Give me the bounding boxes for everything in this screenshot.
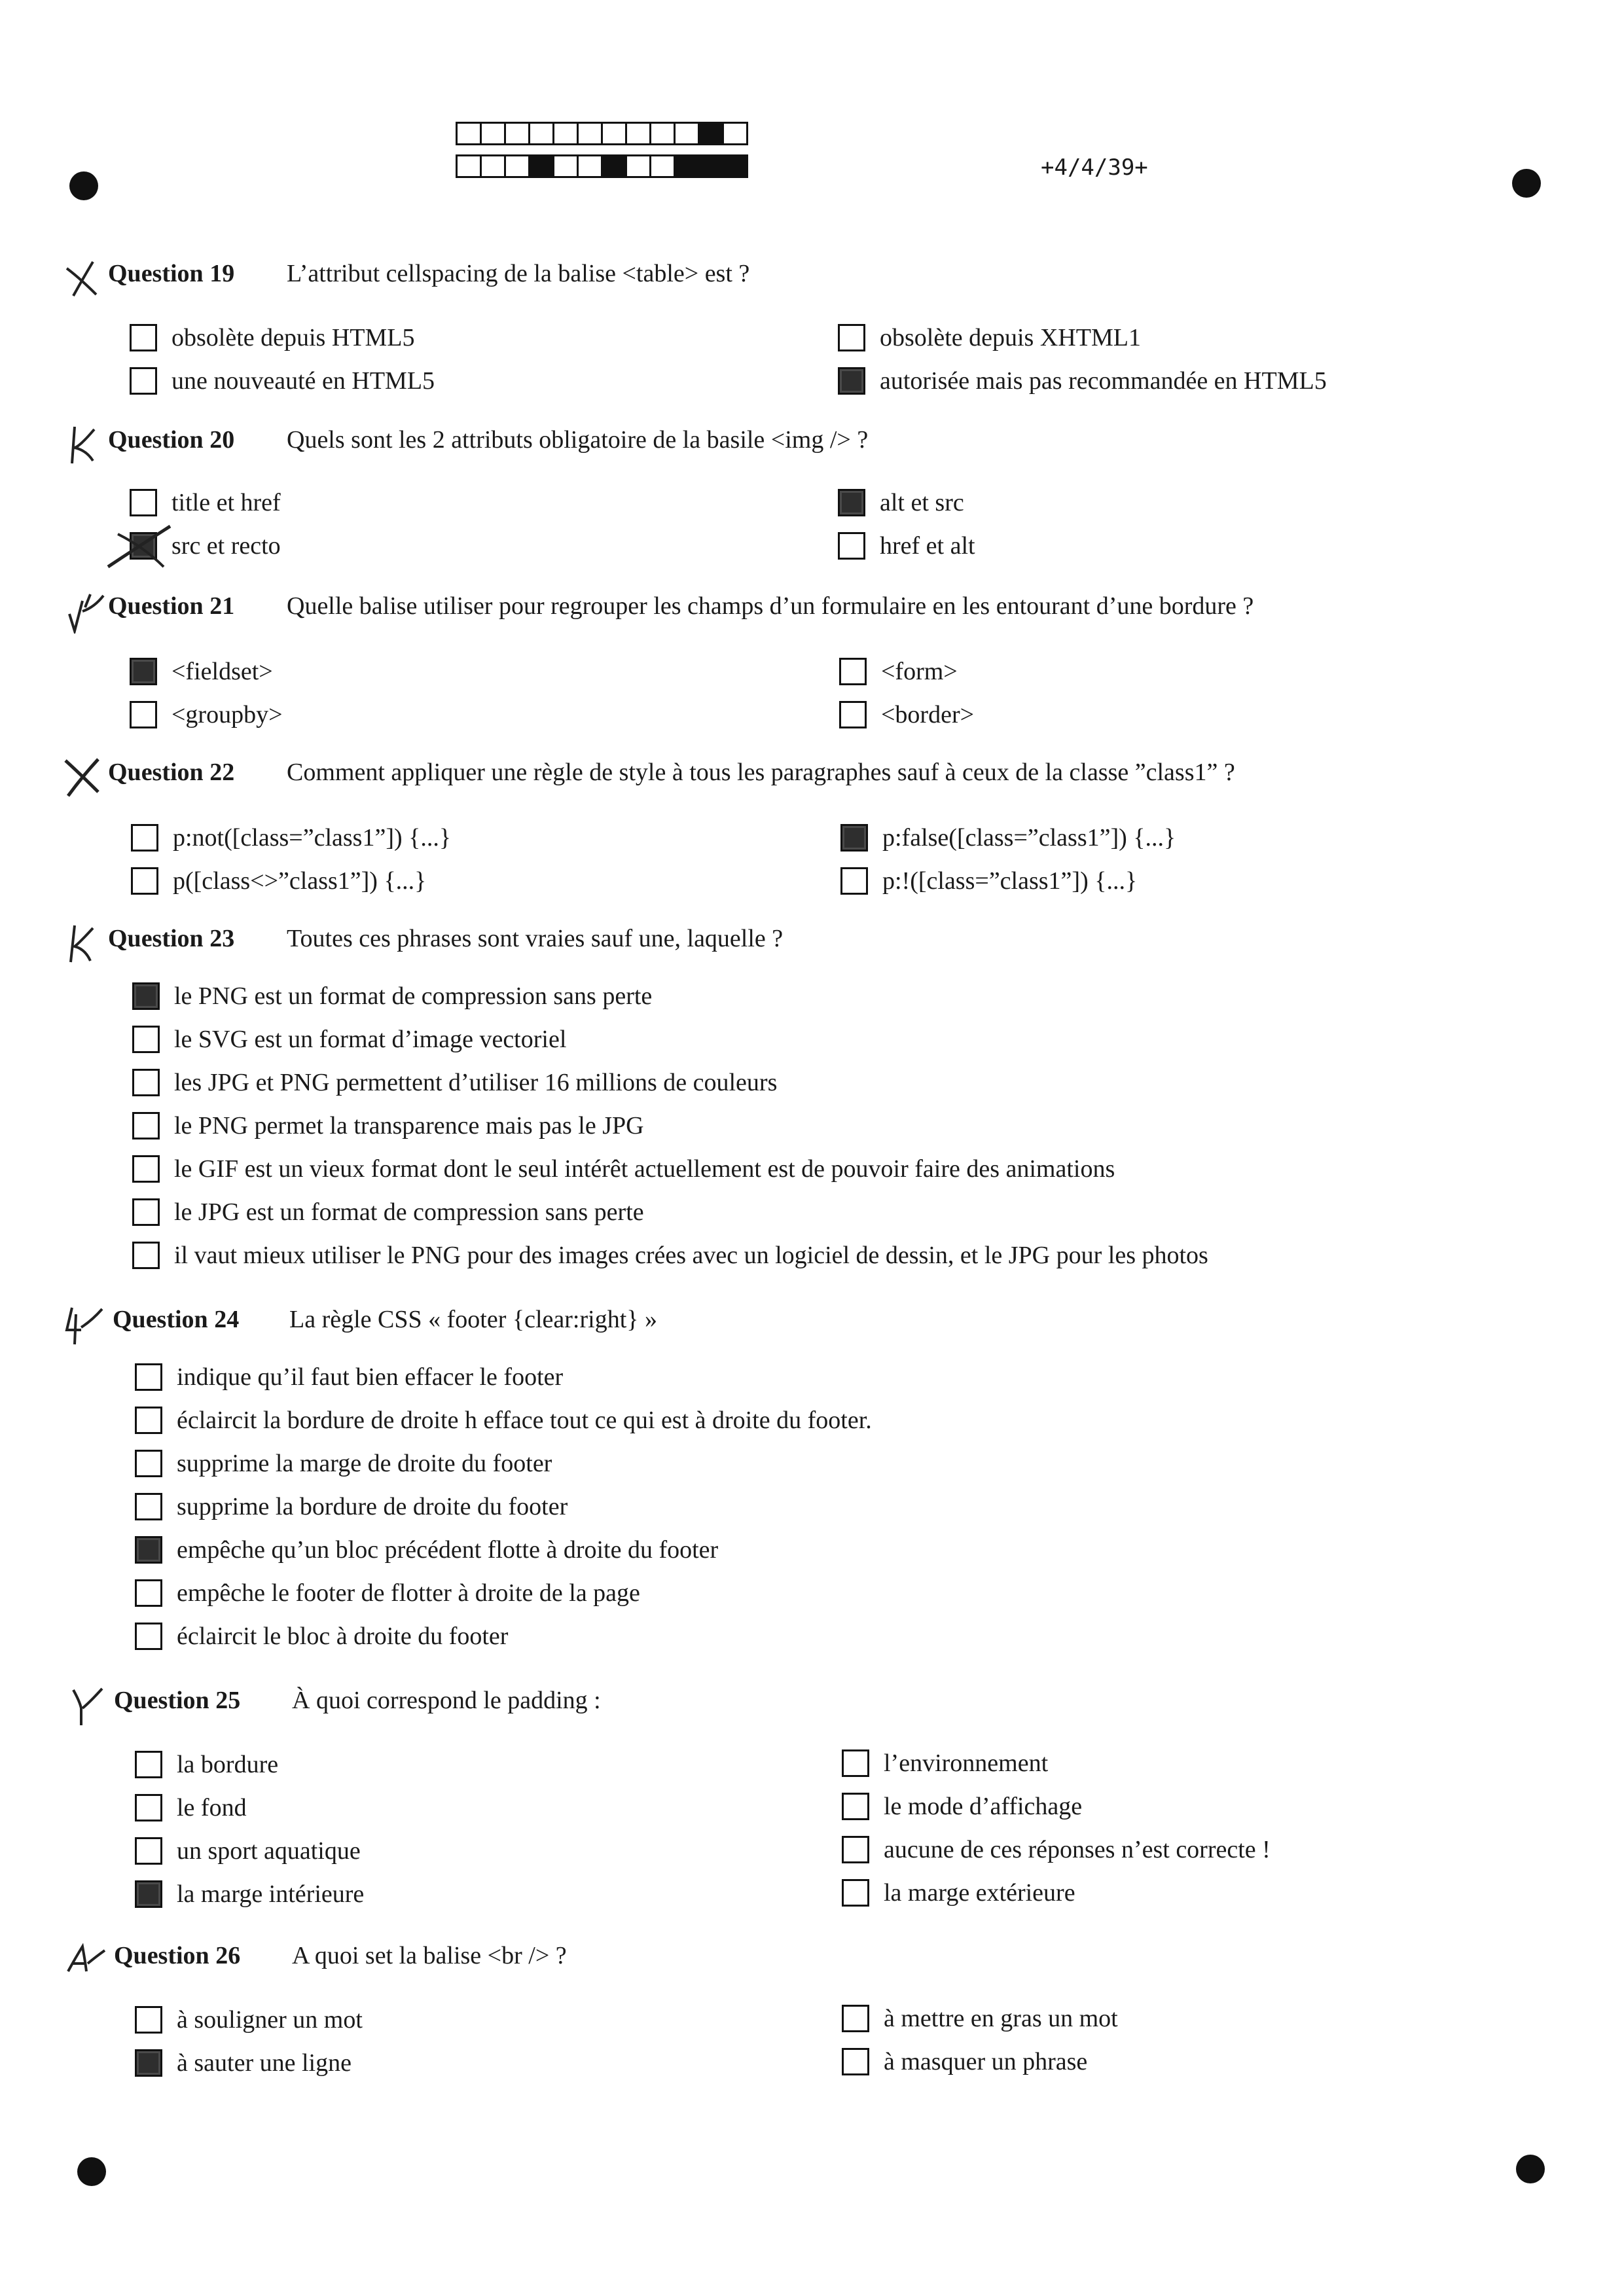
option[interactable] (132, 1238, 1208, 1272)
question-text: Quelle balise utiliser pour regrouper les champs d’un formulaire en les entourant d’une bordure ? (287, 592, 1254, 620)
option-label: le JPG est un format de compression sans perte (174, 1198, 644, 1226)
checkbox[interactable] (131, 867, 158, 895)
option[interactable] (838, 321, 1141, 355)
option[interactable] (842, 1833, 1271, 1867)
checkbox[interactable] (135, 1407, 162, 1434)
barcode-row-2 (456, 154, 746, 178)
option-label: une nouveauté en HTML5 (171, 367, 435, 395)
option-label: href et alt (880, 532, 975, 560)
option-label: le SVG est un format d’image vectoriel (174, 1026, 567, 1053)
option[interactable] (842, 1746, 1048, 1780)
option-label: le GIF est un vieux format dont le seul intérêt actuellement est de pouvoir faire des animations (174, 1155, 1115, 1183)
option-label: obsolète depuis XHTML1 (880, 324, 1141, 351)
option[interactable] (135, 1834, 361, 1868)
option-label: src et recto (171, 532, 281, 560)
option[interactable] (135, 1576, 640, 1610)
option-label: un sport aquatique (177, 1837, 361, 1865)
option[interactable] (838, 486, 964, 520)
checkbox[interactable] (842, 1879, 869, 1907)
question-label: Question 20 (108, 426, 235, 454)
registration-mark-bottom-right (1516, 2155, 1545, 2183)
option[interactable] (135, 1446, 552, 1480)
option-label: les JPG et PNG permettent d’utiliser 16 millions de couleurs (174, 1069, 778, 1096)
option[interactable] (135, 2003, 363, 2037)
barcode-cell (601, 122, 627, 145)
option[interactable] (135, 1619, 508, 1653)
option-label: <groupby> (171, 701, 283, 728)
checkbox[interactable] (842, 1836, 869, 1863)
barcode-cell (577, 154, 603, 178)
question-header (0, 758, 1571, 797)
handwritten-mark-icon (65, 1682, 111, 1728)
option-label: éclaircit la bordure de droite h efface tout ce qui est à droite du footer. (177, 1407, 872, 1434)
checkbox[interactable] (840, 824, 868, 852)
question-text: Comment appliquer une règle de style à tous les paragraphes sauf à ceux de la classe ”class1” ? (287, 759, 1235, 786)
option[interactable] (839, 655, 958, 689)
checkbox[interactable] (130, 658, 157, 685)
question-label: Question 23 (108, 925, 235, 952)
option-label: le PNG est un format de compression sans perte (174, 982, 653, 1010)
option-label: autorisée mais pas recommandée en HTML5 (880, 367, 1327, 395)
option[interactable] (132, 1066, 777, 1100)
checkbox[interactable] (838, 489, 865, 516)
question-text: A quoi set la balise <br /> ? (292, 1942, 567, 1969)
handwritten-mark-icon (62, 1301, 107, 1347)
checkbox[interactable] (839, 658, 867, 685)
checkbox[interactable] (132, 982, 160, 1010)
barcode-cell (674, 122, 700, 145)
option[interactable] (135, 2046, 352, 2080)
question-header (0, 425, 1571, 465)
option-label: éclaircit le bloc à droite du footer (177, 1623, 509, 1650)
option-label: p:not([class=”class1”]) {...} (173, 824, 452, 852)
checkbox[interactable] (130, 532, 157, 560)
option-label: le PNG permet la transparence mais pas le JPG (174, 1112, 644, 1139)
checkbox[interactable] (838, 532, 865, 560)
question-header (0, 924, 1571, 963)
option-label: supprime la bordure de droite du footer (177, 1493, 568, 1520)
barcode-cell (480, 122, 506, 145)
barcode-cell (649, 154, 676, 178)
page-id: +4/4/39+ (1041, 154, 1148, 181)
option-label: empêche le footer de flotter à droite de la page (177, 1579, 640, 1607)
checkbox[interactable] (135, 1363, 162, 1391)
checkbox[interactable] (135, 1794, 162, 1821)
checkbox[interactable] (135, 1837, 162, 1865)
option[interactable] (135, 1360, 563, 1394)
option-label: la marge extérieure (884, 1879, 1075, 1907)
option[interactable] (130, 364, 435, 398)
option-label: p:false([class=”class1”]) {...} (882, 824, 1176, 852)
question-label: Question 26 (114, 1942, 241, 1969)
checkbox[interactable] (135, 1536, 162, 1564)
option[interactable] (135, 1748, 278, 1782)
question-header (0, 1305, 1571, 1344)
option[interactable] (838, 529, 975, 563)
checkbox[interactable] (842, 1793, 869, 1820)
option[interactable] (132, 1152, 1115, 1186)
checkbox[interactable] (842, 2048, 869, 2075)
option-label: alt et src (880, 489, 964, 516)
question-header (0, 1686, 1571, 1725)
question-text: L’attribut cellspacing de la balise <table> est ? (287, 260, 750, 287)
option-label: <form> (881, 658, 958, 685)
question-text: À quoi correspond le padding : (292, 1687, 601, 1714)
option-label: il vaut mieux utiliser le PNG pour des images crées avec un logiciel de dessin, et le JPG pour les photos (174, 1242, 1208, 1269)
option[interactable] (131, 821, 451, 855)
option-label: <border> (881, 701, 975, 728)
barcode-cell (528, 154, 554, 178)
question-header (0, 259, 1571, 298)
checkbox[interactable] (135, 1880, 162, 1908)
barcode-cell (625, 122, 651, 145)
option[interactable] (132, 1195, 644, 1229)
checkbox[interactable] (135, 1751, 162, 1778)
barcode-cell (698, 154, 724, 178)
option[interactable] (135, 1490, 568, 1524)
option[interactable] (842, 1876, 1075, 1910)
option[interactable] (132, 1022, 566, 1056)
barcode-cell (456, 154, 482, 178)
checkbox[interactable] (135, 1579, 162, 1607)
option-label: aucune de ces réponses n’est correcte ! (884, 1836, 1271, 1863)
barcode-cell (601, 154, 627, 178)
barcode-row-1 (456, 122, 746, 145)
checkbox[interactable] (132, 1069, 160, 1096)
question-header (0, 592, 1571, 631)
barcode-cell (480, 154, 506, 178)
option[interactable] (130, 486, 281, 520)
option[interactable] (130, 655, 273, 689)
option[interactable] (135, 1403, 872, 1437)
option-label: p:!([class=”class1”]) {...} (882, 867, 1138, 895)
option-label: à mettre en gras un mot (884, 2005, 1118, 2032)
checkbox[interactable] (130, 701, 157, 728)
option[interactable] (135, 1791, 247, 1825)
barcode-cell (552, 122, 579, 145)
barcode-cell (722, 122, 748, 145)
barcode-cell (456, 122, 482, 145)
checkbox[interactable] (135, 2006, 162, 2034)
checkbox[interactable] (838, 324, 865, 351)
checkbox[interactable] (842, 1749, 869, 1777)
checkbox[interactable] (130, 489, 157, 516)
option-label: supprime la marge de droite du footer (177, 1450, 552, 1477)
registration-mark-top-left (69, 171, 98, 200)
option-label: indique qu’il faut bien effacer le footer (177, 1363, 564, 1391)
option[interactable] (840, 864, 1137, 898)
checkbox[interactable] (132, 1112, 160, 1139)
option[interactable] (130, 321, 415, 355)
checkbox[interactable] (135, 2049, 162, 2077)
barcode-cell (674, 154, 700, 178)
checkbox[interactable] (131, 824, 158, 852)
checkbox[interactable] (840, 867, 868, 895)
option[interactable] (132, 1109, 644, 1143)
option[interactable] (842, 2001, 1118, 2036)
question-label: Question 19 (108, 260, 235, 287)
handwritten-mark-icon (60, 920, 106, 966)
checkbox[interactable] (842, 2005, 869, 2032)
option-label: l’environnement (884, 1749, 1049, 1777)
question-text: La règle CSS « footer {clear:right} » (289, 1306, 657, 1333)
barcode-cell (698, 122, 724, 145)
option-label: à masquer un phrase (884, 2048, 1088, 2075)
barcode-cell (649, 122, 676, 145)
option-label: p([class<>”class1”]) {...} (173, 867, 427, 895)
question-text: Toutes ces phrases sont vraies sauf une, laquelle ? (287, 925, 784, 952)
question-header (0, 1941, 1571, 1981)
question-label: Question 21 (108, 592, 235, 620)
checkbox[interactable] (132, 1242, 160, 1269)
option[interactable] (130, 698, 283, 732)
question-text: Quels sont les 2 attributs obligatoire de la basile <img /> ? (287, 426, 869, 454)
option[interactable] (135, 1877, 364, 1911)
option[interactable] (839, 698, 974, 732)
barcode-cell (625, 154, 651, 178)
checkbox[interactable] (135, 1623, 162, 1650)
question-label: Question 25 (114, 1687, 241, 1714)
handwritten-mark-icon (63, 1937, 109, 1983)
option-label: le fond (177, 1794, 247, 1821)
checkbox[interactable] (132, 1198, 160, 1226)
checkbox[interactable] (135, 1493, 162, 1520)
barcode-cell (528, 122, 554, 145)
option-label: title et href (171, 489, 281, 516)
option-label: la bordure (177, 1751, 279, 1778)
handwritten-mark-icon (63, 588, 109, 634)
question-label: Question 24 (113, 1306, 240, 1333)
option[interactable] (132, 979, 652, 1013)
barcode-cell (722, 154, 748, 178)
checkbox[interactable] (135, 1450, 162, 1477)
barcode-cell (577, 122, 603, 145)
option[interactable] (130, 529, 281, 563)
option[interactable] (131, 864, 426, 898)
option[interactable] (842, 2045, 1087, 2079)
handwritten-mark-icon (60, 255, 106, 301)
handwritten-mark-icon (60, 754, 106, 800)
barcode-cell (504, 122, 530, 145)
checkbox[interactable] (130, 367, 157, 395)
registration-mark-top-right (1512, 169, 1541, 198)
option-label: à sauter une ligne (177, 2049, 352, 2077)
option-label: obsolète depuis HTML5 (171, 324, 415, 351)
registration-mark-bottom-left (77, 2157, 106, 2186)
option[interactable] (135, 1533, 718, 1567)
barcode-cell (504, 154, 530, 178)
checkbox[interactable] (838, 367, 865, 395)
option-label: le mode d’affichage (884, 1793, 1083, 1820)
option[interactable] (840, 821, 1176, 855)
option[interactable] (842, 1789, 1082, 1823)
checkbox[interactable] (839, 701, 867, 728)
checkbox[interactable] (130, 324, 157, 351)
option-label: la marge intérieure (177, 1880, 365, 1908)
option-label: <fieldset> (171, 658, 273, 685)
barcode-cell (552, 154, 579, 178)
option-label: empêche qu’un bloc précédent flotte à droite du footer (177, 1536, 719, 1564)
option[interactable] (838, 364, 1327, 398)
checkbox[interactable] (132, 1026, 160, 1053)
handwritten-mark-icon (60, 422, 106, 467)
checkbox[interactable] (132, 1155, 160, 1183)
question-label: Question 22 (108, 759, 235, 786)
option-label: à souligner un mot (177, 2006, 363, 2034)
